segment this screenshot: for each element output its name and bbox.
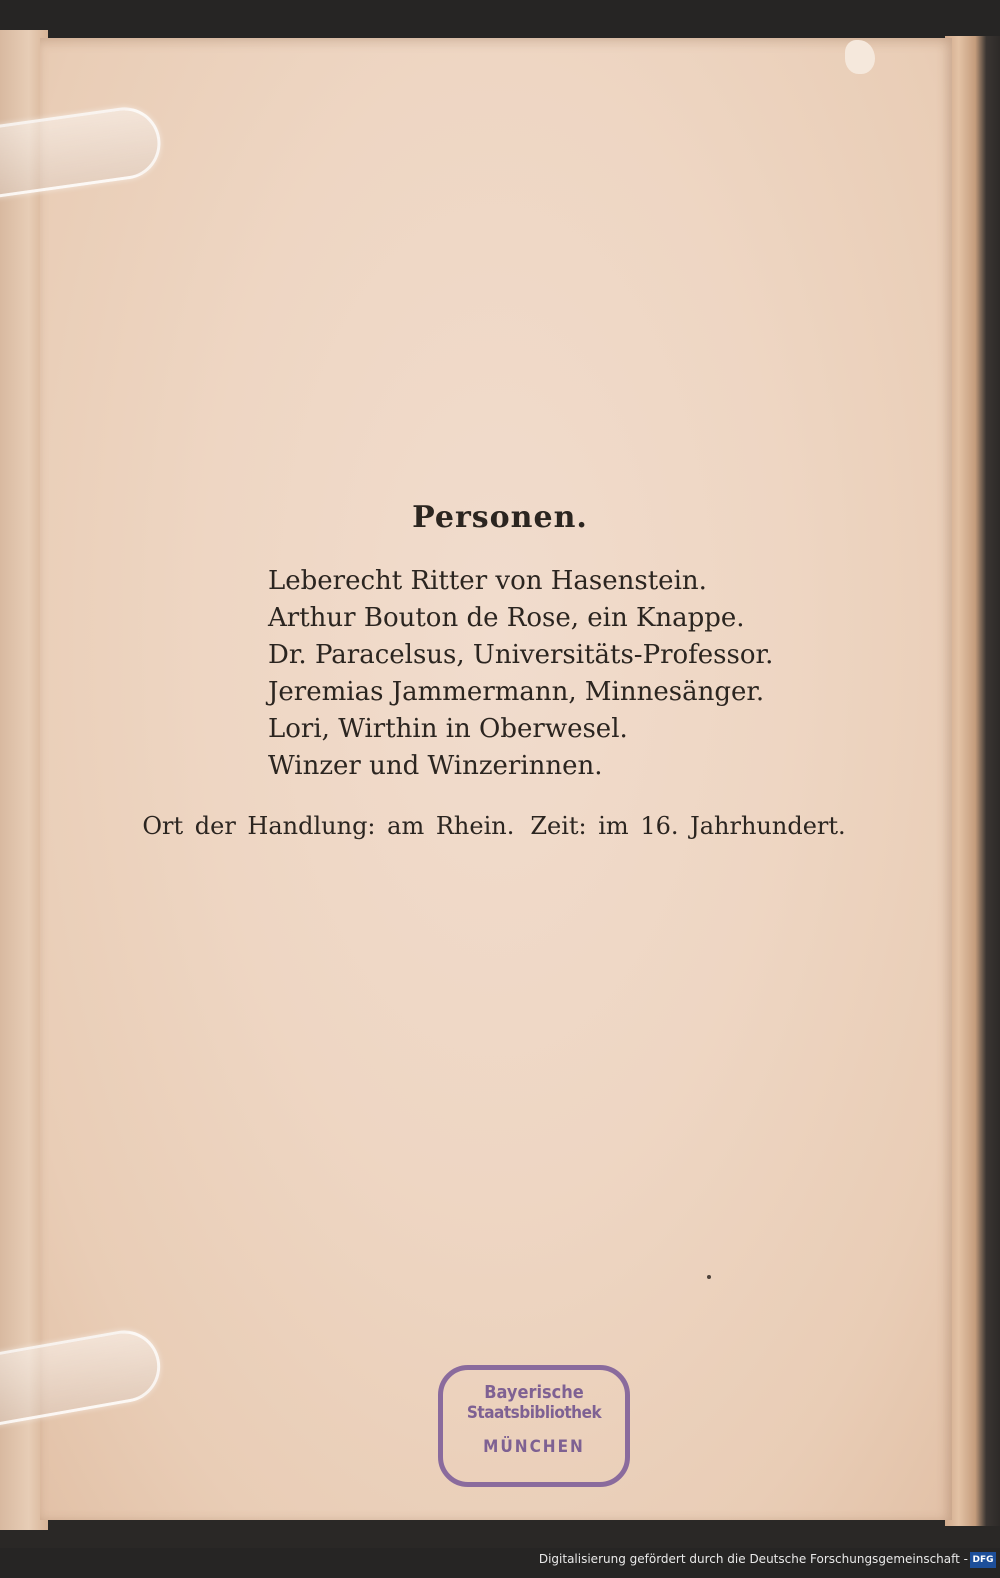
cast-item: Winzer und Winzerinnen.	[268, 751, 603, 781]
ink-speck	[707, 1275, 711, 1279]
cast-item: Leberecht Ritter von Hasenstein.	[268, 566, 707, 596]
cast-item: Dr. Paracelsus, Universitäts-Professor.	[268, 640, 774, 670]
library-stamp	[438, 1365, 630, 1487]
cast-list	[268, 563, 828, 785]
digitization-credit: Digitalisierung gefördert durch die Deutsche Forschungsgemeinschaft -	[538, 1552, 968, 1566]
place-text: Ort der Handlung: am Rhein.	[142, 812, 515, 840]
stamp-line-3: MÜNCHEN	[483, 1437, 585, 1457]
setting-line	[0, 812, 988, 840]
dfg-logo-icon: DFG	[970, 1552, 996, 1568]
cast-item: Arthur Bouton de Rose, ein Knappe.	[268, 603, 745, 633]
cast-item: Lori, Wirthin in Oberwesel.	[268, 714, 628, 744]
scan-top-border	[0, 0, 1000, 40]
stamp-line-2: Staatsbibliothek	[466, 1403, 602, 1423]
page-title: Personen.	[412, 500, 588, 535]
stamp-line-1: Bayerische	[484, 1382, 584, 1403]
cast-item: Jeremias Jammermann, Minnesänger.	[268, 677, 765, 707]
page-corner-damage	[845, 40, 875, 74]
time-text: Zeit: im 16. Jahrhundert.	[530, 812, 846, 840]
book-binding-edge	[945, 36, 1000, 1526]
